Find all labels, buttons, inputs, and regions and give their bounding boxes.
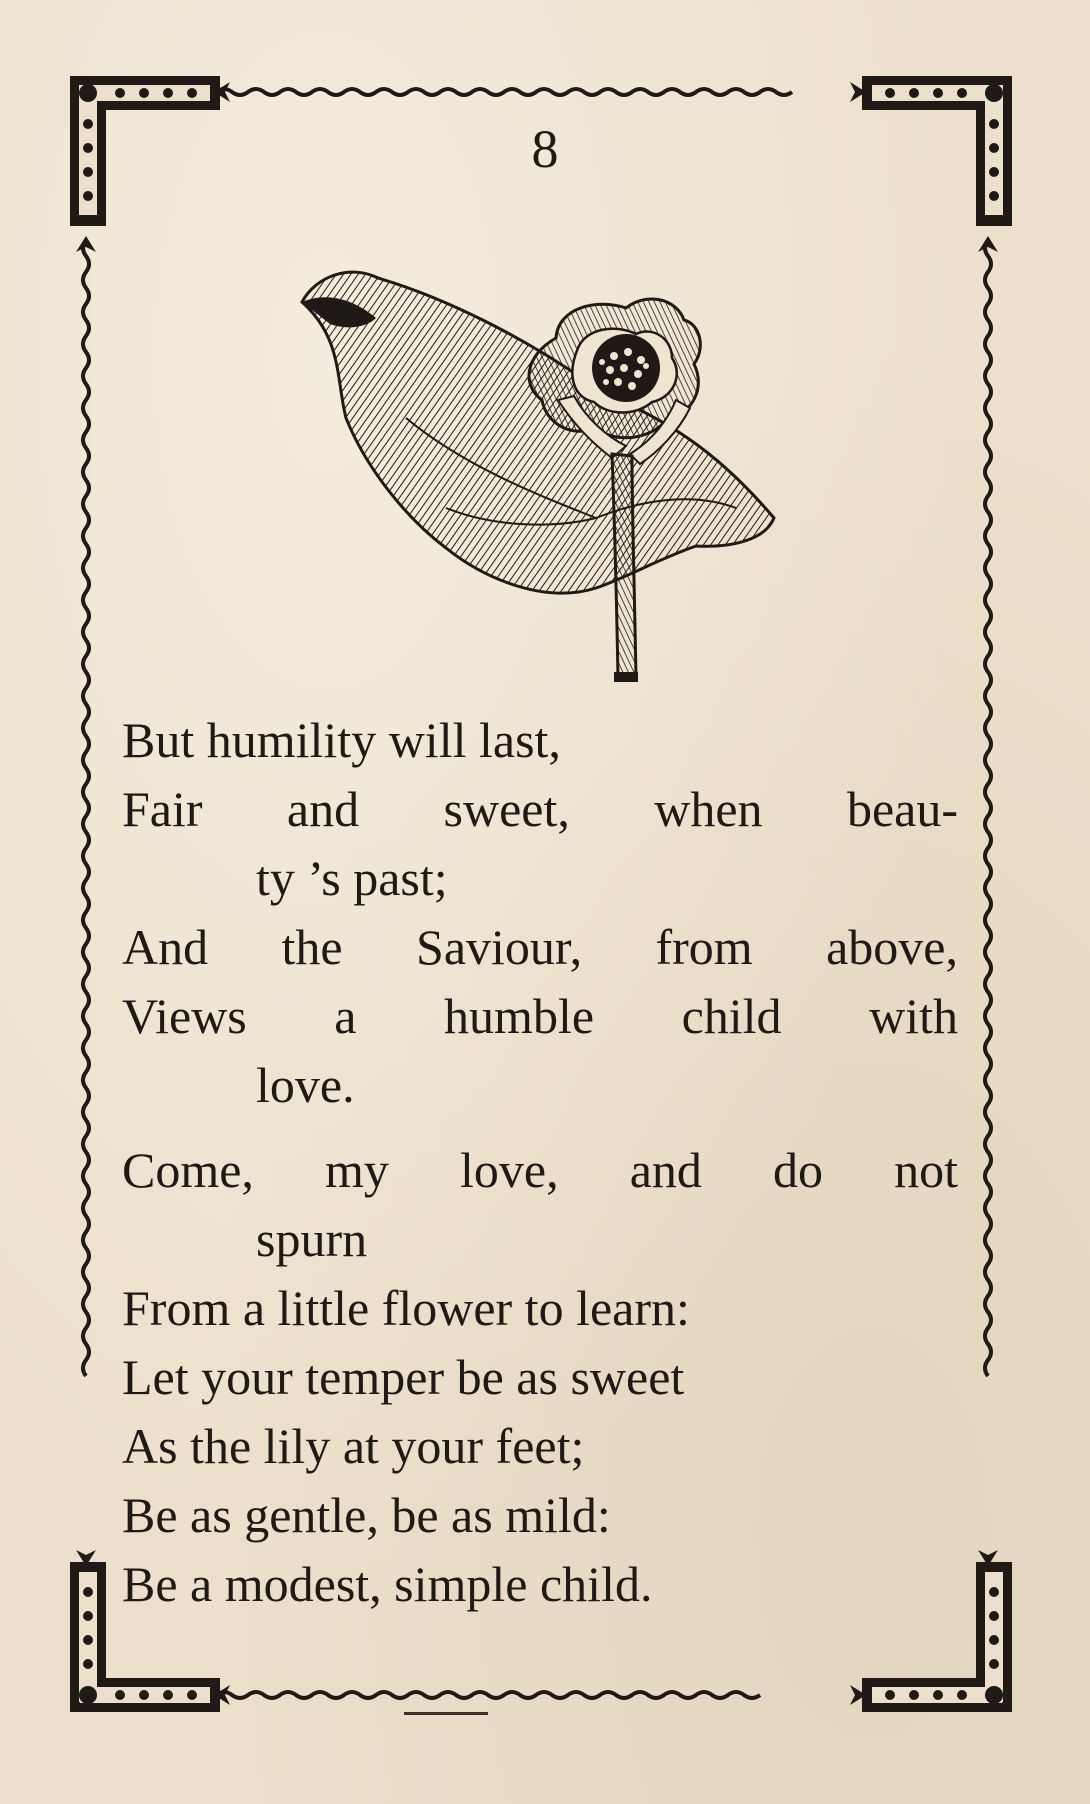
poem-line: From a little flower to learn:	[122, 1280, 690, 1336]
poem-line: spurn	[256, 1211, 368, 1267]
poem-line: Be a modest, simple child.	[122, 1556, 653, 1612]
poem-line: Views a humble child with	[122, 988, 958, 1044]
arrow-tip-left-top	[76, 236, 96, 252]
poem-line: Let your temper be as sweet	[122, 1349, 685, 1405]
lily-leaf	[302, 272, 774, 593]
poem-line: Be as gentle, be as mild:	[122, 1487, 611, 1543]
water-lily-illustration	[296, 268, 786, 698]
arrow-tip-right-top	[978, 236, 998, 252]
poem	[122, 706, 958, 1635]
poem-line: As the lily at your feet;	[122, 1418, 585, 1474]
border-right	[985, 240, 991, 1376]
border-top	[216, 89, 792, 95]
stanza	[122, 1136, 958, 1619]
border-bottom	[216, 1692, 760, 1698]
footer-rule	[404, 1712, 488, 1715]
stanza	[122, 706, 958, 1120]
page-number: 8	[531, 119, 559, 179]
poem-line: love.	[256, 1057, 355, 1113]
poem-line: Come, my love, and do not	[122, 1142, 958, 1198]
border-left	[83, 240, 89, 1376]
poem-line: And the Saviour, from above,	[122, 919, 958, 975]
poem-line: ty ’s past;	[256, 850, 448, 906]
poem-line: Fair and sweet, when beau-	[122, 781, 958, 837]
poem-line: But humility will last,	[122, 712, 561, 768]
